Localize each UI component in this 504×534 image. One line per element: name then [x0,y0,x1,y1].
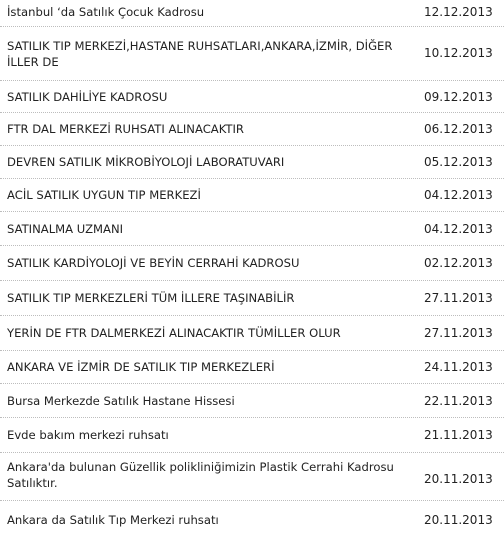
listing-date: 04.12.2013 [424,222,493,236]
listing-date: 06.12.2013 [424,122,493,136]
listing-title-link[interactable]: SATILIK TIP MERKEZİ,HASTANE RUHSATLARI,ANKARA,İZMİR, DİĞER İLLER DE [7,39,393,69]
listing-title-link[interactable]: İstanbul ‘da Satılık Çocuk Kadrosu [7,5,205,19]
listing-title-link[interactable]: FTR DAL MERKEZİ RUHSATI ALINACAKTIR [7,122,244,136]
listing-title-link[interactable]: ANKARA VE İZMİR DE SATILIK TIP MERKEZLERİ [7,360,275,374]
listing-title-link[interactable]: Evde bakım merkezi ruhsatı [7,428,169,442]
listing-date: 04.12.2013 [424,188,493,202]
list-item [0,212,504,246]
listing-title-link[interactable]: SATINALMA UZMANI [7,222,124,236]
list-item [0,453,504,501]
list-item [0,281,504,316]
list-item [0,316,504,351]
list-item [0,0,504,27]
list-item [0,113,504,146]
list-item [0,384,504,418]
listing-date: 27.11.2013 [424,326,493,340]
listing-date: 05.12.2013 [424,155,493,169]
listing-title-link[interactable]: Ankara'da bulunan Güzellik polikliniğimizin Plastik Cerrahi Kadrosu Satılıktır. [7,460,394,490]
listing-date: 27.11.2013 [424,291,493,305]
listing-date: 09.12.2013 [424,90,493,104]
list-item [0,146,504,179]
listing-date: 12.12.2013 [424,5,493,19]
list-item [0,351,504,384]
list-item [0,27,504,81]
listing-title-link[interactable]: Ankara da Satılık Tıp Merkezi ruhsatı [7,513,219,527]
listing-date: 10.12.2013 [424,46,493,60]
listing-date: 20.11.2013 [424,472,493,486]
listing-title-link[interactable]: ACİL SATILIK UYGUN TIP MERKEZİ [7,188,201,202]
listing-date: 24.11.2013 [424,360,493,374]
listing-date: 20.11.2013 [424,513,493,527]
listing-date: 21.11.2013 [424,428,493,442]
listing-title-link[interactable]: Bursa Merkezde Satılık Hastane Hissesi [7,394,235,408]
listing-title-link[interactable]: SATILIK TIP MERKEZLERİ TÜM İLLERE TAŞINABİLİR [7,291,295,305]
listing-title-link[interactable]: SATILIK KARDİYOLOJİ VE BEYİN CERRAHİ KADROSU [7,256,300,270]
list-item [0,179,504,212]
listing-title-link[interactable]: YERİN DE FTR DALMERKEZİ ALINACAKTIR TÜMİLLER OLUR [7,326,341,340]
list-item [0,501,504,534]
list-item [0,246,504,281]
listing-title-link[interactable]: DEVREN SATILIK MİKROBİYOLOJİ LABORATUVARI [7,155,285,169]
listing-date: 22.11.2013 [424,394,493,408]
list-item [0,81,504,113]
list-item [0,418,504,453]
listing-date: 02.12.2013 [424,256,493,270]
listing-title-link[interactable]: SATILIK DAHİLİYE KADROSU [7,90,168,104]
